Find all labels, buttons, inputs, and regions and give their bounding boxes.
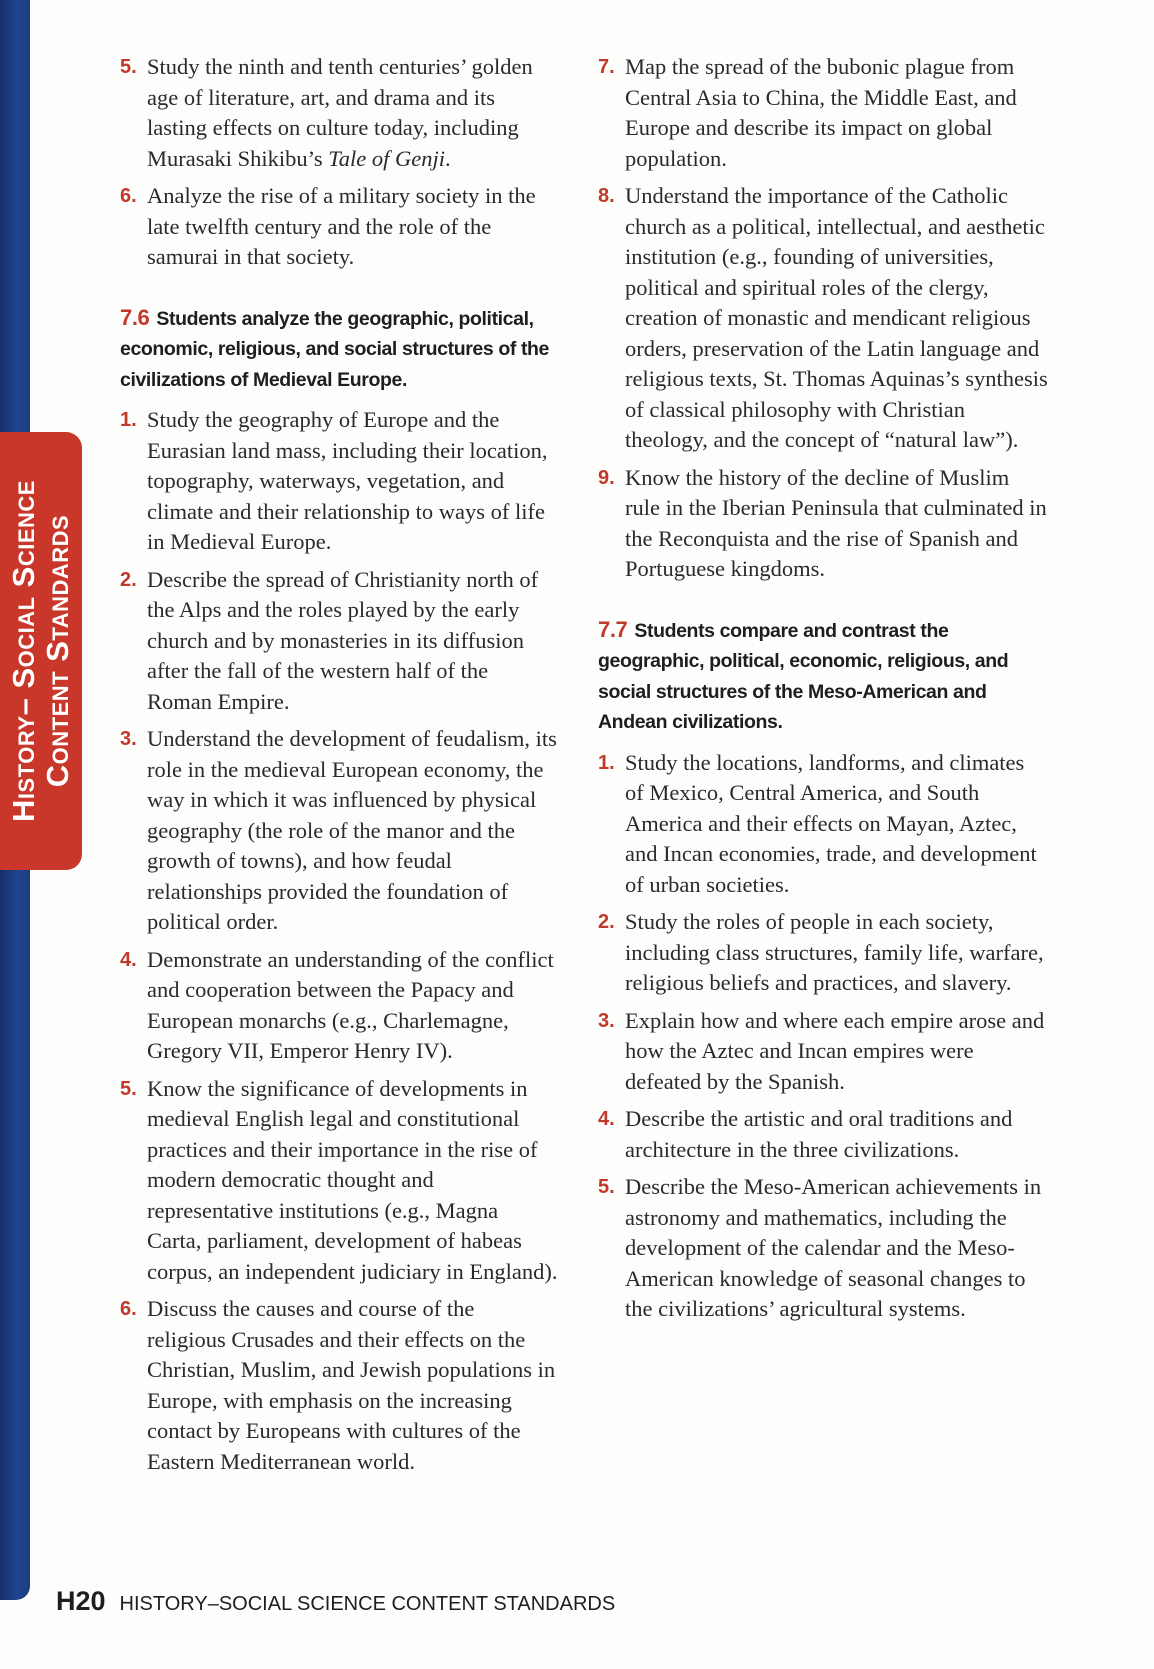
- item-text: Know the significance of developments in medieval English legal and constitutional practices and their importance in the rise of modern democratic thought and representative institutions (e.g., Magna Carta, parliament, development of habeas corpus, an independent judiciary in England).: [147, 1075, 558, 1284]
- item-text-end: .: [444, 145, 451, 171]
- page-footer: [56, 1586, 615, 1617]
- sidebar-tab-line2: Content Standards: [40, 514, 75, 788]
- item-number: 3.: [120, 728, 137, 750]
- item-number: 6.: [120, 1298, 137, 1320]
- section-heading-7-7: [598, 615, 1048, 738]
- item-number: 2.: [120, 568, 137, 591]
- item-text: Discuss the causes and course of the religious Crusades and their effects on the Christian, Muslim, and Jewish populations in Europe, with emphasis on the increasing contact by Europeans with cultures of the Eastern Mediterranean world.: [147, 1296, 556, 1474]
- list-item: [598, 52, 1048, 174]
- left-column: [120, 52, 558, 1484]
- item-text: Describe the Meso-American achievements in astronomy and mathematics, including the development of the calendar and the Meso-American knowledge of seasonal changes to the civilizations’ agricultural systems.: [625, 1174, 1042, 1321]
- item-number: 9.: [598, 466, 615, 489]
- item-text: Analyze the rise of a military society in the late twelfth century and the role of the samurai in that society.: [147, 183, 536, 269]
- section-text: Students analyze the geographic, political, economic, religious, and social structures of the civilizations of Medieval Europe.: [120, 307, 550, 391]
- list-item: [120, 52, 558, 174]
- list-item: [120, 945, 558, 1067]
- list-item: [598, 1104, 1048, 1165]
- item-text: Describe the spread of Christianity north of the Alps and the roles played by the early church and by monasteries in its diffusion after the fall of the western half of the Roman Empire.: [147, 566, 539, 714]
- item-text: Demonstrate an understanding of the conflict and cooperation between the Papacy and European monarchs (e.g., Charlemagne, Gregory VII, Emperor Henry IV).: [147, 946, 554, 1063]
- running-title: HISTORY–SOCIAL SCIENCE CONTENT STANDARDS: [119, 1593, 616, 1615]
- item-text: Explain how and where each empire arose and how the Aztec and Incan empires were defeated by the Spanish.: [625, 1007, 1045, 1094]
- item-text: Study the ninth and tenth centuries’ golden age of literature, art, and drama and its lasting effects on culture today, including Murasaki Shikibu’s: [147, 54, 533, 171]
- sidebar-tab-line1: History– Social Science: [6, 480, 41, 822]
- list-item: [120, 565, 558, 718]
- list-item: [598, 748, 1048, 901]
- list-item: [120, 1294, 558, 1477]
- list-item: [598, 463, 1048, 585]
- item-text: Study the roles of people in each society, including class structures, family life, warfare, religious beliefs and practices, and slavery.: [625, 909, 1044, 995]
- list-item: [120, 724, 558, 938]
- item-number: 5.: [120, 56, 137, 78]
- item-number: 1.: [598, 751, 615, 774]
- item-title: Tale of Genji: [328, 145, 445, 171]
- item-number: 8.: [598, 185, 615, 207]
- section-number: 7.7: [598, 616, 628, 642]
- page-number: H20: [56, 1586, 106, 1616]
- list-item: [598, 1172, 1048, 1325]
- item-number: 7.: [598, 56, 615, 78]
- list-item: [120, 405, 558, 558]
- item-number: 1.: [120, 409, 137, 431]
- list-item: [120, 181, 558, 273]
- item-number: 5.: [598, 1176, 615, 1198]
- section-number: 7.6: [120, 304, 150, 330]
- list-item: [598, 181, 1048, 456]
- item-text: Map the spread of the bubonic plague from Central Asia to China, the Middle East, and Europe and describe its impact on global population.: [625, 54, 1017, 171]
- item-number: 5.: [120, 1077, 137, 1100]
- item-text: Study the geography of Europe and the Eurasian land mass, including their location, topography, waterways, vegetation, and climate and their relationship to ways of life in Medieval Europe.: [147, 407, 548, 554]
- item-text: Study the locations, landforms, and climates of Mexico, Central America, and South America and their effects on Mayan, Aztec, and Incan economies, trade, and development of urban societies.: [625, 749, 1037, 897]
- list-item: [598, 1006, 1048, 1098]
- list-item: [598, 907, 1048, 999]
- list-item: [120, 1074, 558, 1288]
- item-number: 6.: [120, 185, 137, 207]
- item-number: 4.: [598, 1108, 615, 1130]
- section-heading-7-6: [120, 303, 558, 396]
- right-column: [598, 52, 1048, 1332]
- item-text: Know the history of the decline of Muslim rule in the Iberian Peninsula that culminated in the Reconquista and the rise of Spanish and Portuguese kingdoms.: [625, 464, 1047, 581]
- section-text: Students compare and contrast the geographic, political, economic, religious, and social structures of the Meso-American and Andean civilizations.: [598, 619, 1009, 733]
- sidebar-tab-label: [7, 480, 75, 822]
- item-number: 3.: [598, 1009, 615, 1032]
- item-number: 4.: [120, 948, 137, 971]
- item-text: Understand the importance of the Catholic church as a political, intellectual, and aesthetic institution (e.g., founding of universities, political and spiritual roles of the clergy, creation of monastic and mendicant religious orders, preservation of the Latin language and religious texts, St. Thomas Aquinas’s synthesis of classical philosophy with Christian theology, and the concept of “natural law”).: [625, 183, 1048, 452]
- item-text: Describe the artistic and oral traditions and architecture in the three civilizations.: [625, 1106, 1013, 1162]
- item-text: Understand the development of feudalism, its role in the medieval European economy, the way in which it was influenced by physical geography (the role of the manor and the growth of towns), and how feudal relationships provided the foundation of political order.: [147, 726, 557, 934]
- item-number: 2.: [598, 911, 615, 933]
